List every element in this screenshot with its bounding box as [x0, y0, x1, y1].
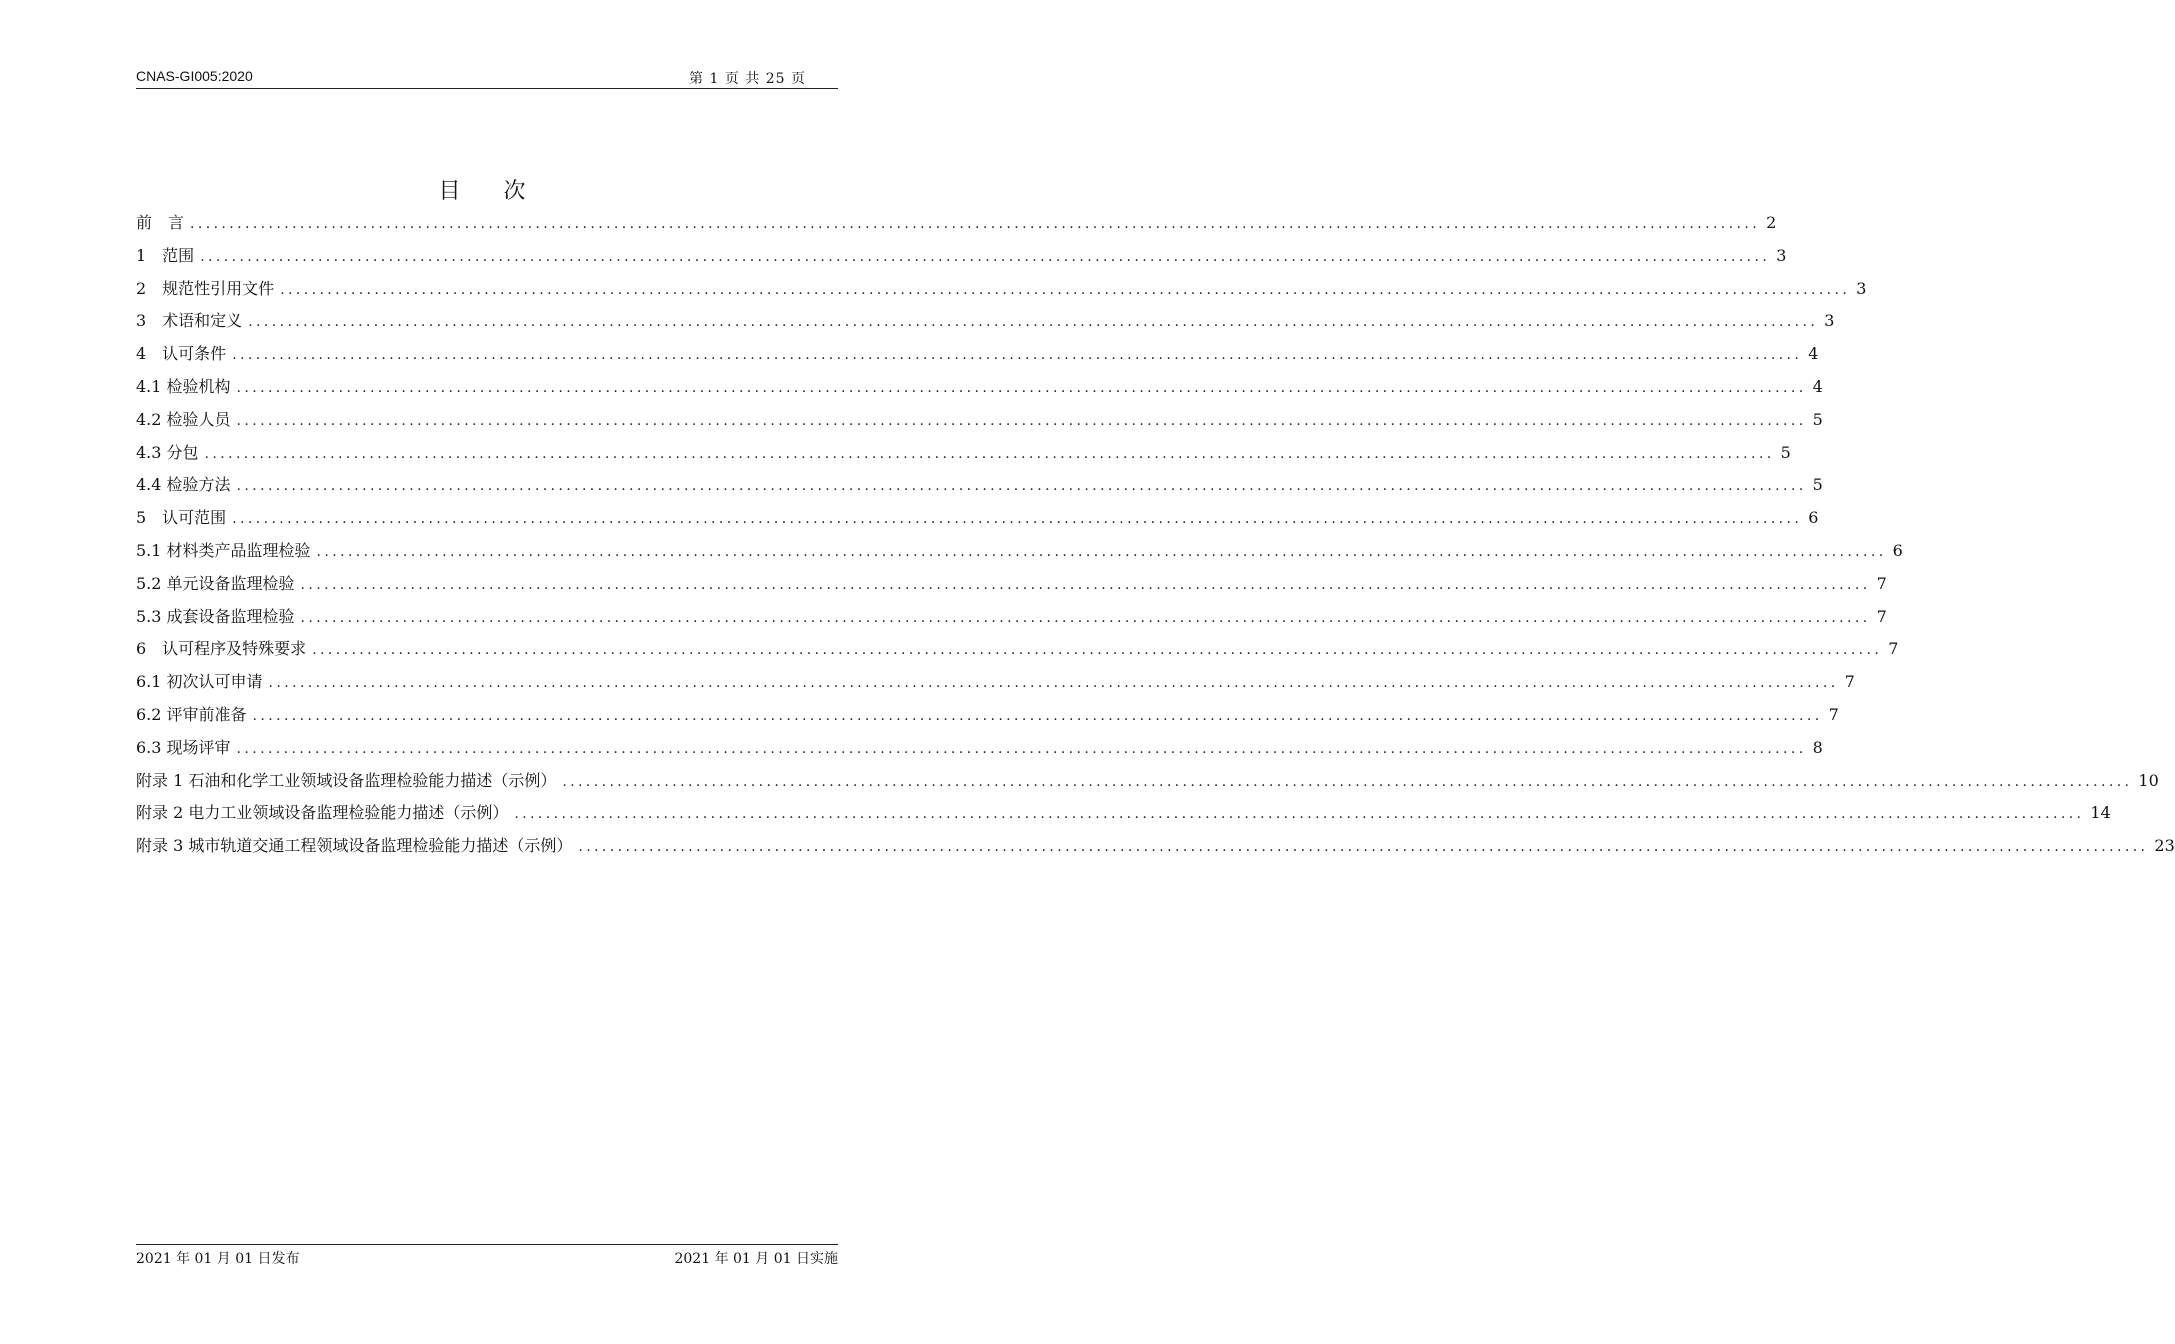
toc-entry-label: 3 术语和定义 — [136, 311, 243, 331]
page-header — [136, 66, 838, 89]
toc-entry-page: 7 — [1876, 606, 1887, 626]
toc-entry-page: 6 — [1892, 540, 1903, 560]
toc-entry-label: 4.4 检验方法 — [136, 475, 231, 495]
toc-entry[interactable] — [136, 472, 1823, 505]
toc-dot-leader: ........................................................................................................................................................................................................ — [562, 773, 2133, 790]
toc-entry-label: 6.1 初次认可申请 — [136, 672, 263, 692]
toc-entry-page: 3 — [1776, 245, 1787, 265]
toc-entry-page: 7 — [1828, 704, 1839, 724]
toc-entry[interactable] — [136, 768, 2159, 801]
toc-entry-page: 5 — [1780, 442, 1791, 462]
toc-entry-page: 7 — [1888, 639, 1899, 659]
toc-entry-page: 5 — [1812, 409, 1823, 429]
toc-entry-label: 4.2 检验人员 — [136, 409, 231, 429]
toc-entry-page: 10 — [2138, 770, 2159, 790]
toc-entry[interactable] — [136, 276, 1867, 309]
toc-entry-label: 6.3 现场评审 — [136, 737, 231, 757]
toc-dot-leader: ........................................................................................................................................................................................................ — [236, 379, 1807, 396]
toc-entry[interactable] — [136, 308, 1835, 341]
toc-dot-leader: ........................................................................................................................................................................................................ — [268, 675, 1839, 692]
toc-entry[interactable] — [136, 702, 1839, 735]
toc-dot-leader: ........................................................................................................................................................................................................ — [300, 609, 1871, 626]
toc-dot-leader: ........................................................................................................................................................................................................ — [236, 478, 1807, 495]
toc-entry-label: 4.1 检验机构 — [136, 376, 231, 396]
toc-entry-page: 4 — [1812, 376, 1823, 396]
toc-entry-page: 4 — [1808, 344, 1819, 364]
toc-entry-page: 7 — [1876, 573, 1887, 593]
toc-entry-label: 附录 2 电力工业领域设备监理检验能力描述（示例） — [136, 803, 509, 823]
toc-dot-leader: ........................................................................................................................................................................................................ — [236, 412, 1807, 429]
toc-dot-leader: ........................................................................................................................................................................................................ — [204, 445, 1775, 462]
toc-entry-label: 4.3 分包 — [136, 442, 199, 462]
toc-entry-page: 3 — [1824, 311, 1835, 331]
toc-dot-leader: ........................................................................................................................................................................................................ — [312, 642, 1883, 659]
toc-dot-leader: ........................................................................................................................................................................................................ — [280, 281, 1851, 298]
toc-entry[interactable] — [136, 604, 1887, 637]
toc-entry-label: 6.2 评审前准备 — [136, 704, 247, 724]
toc-entry-label: 前 言 — [136, 213, 185, 232]
toc-entry[interactable] — [136, 374, 1823, 407]
page-number-info: 第 1 页 共 25 页 — [689, 71, 806, 87]
toc-entry-label: 6 认可程序及特殊要求 — [136, 639, 307, 659]
toc-entry[interactable] — [136, 800, 2111, 833]
toc-dot-leader: ........................................................................................................................................................................................................ — [578, 839, 2149, 856]
toc-entry-page: 8 — [1812, 737, 1823, 757]
toc-entry[interactable] — [136, 833, 2175, 866]
document-id: CNAS-GI005:2020 — [136, 68, 253, 84]
toc-dot-leader: ........................................................................................................................................................................................................ — [316, 543, 1887, 560]
toc-entry[interactable] — [136, 538, 1903, 571]
toc-entry-page: 2 — [1766, 213, 1777, 232]
toc-entry-label: 5.2 单元设备监理检验 — [136, 573, 295, 593]
table-of-contents — [136, 210, 2175, 866]
toc-dot-leader: ........................................................................................................................................................................................................ — [190, 216, 1761, 232]
toc-entry-label: 1 范围 — [136, 245, 195, 265]
toc-entry[interactable] — [136, 636, 1899, 669]
toc-entry-label: 4 认可条件 — [136, 344, 227, 364]
toc-entry-label: 5 认可范围 — [136, 508, 227, 528]
toc-title: 目 次 — [438, 179, 544, 204]
toc-entry-label: 5.1 材料类产品监理检验 — [136, 540, 311, 560]
toc-entry[interactable] — [136, 505, 1819, 538]
toc-entry[interactable] — [136, 735, 1823, 768]
toc-entry-page: 7 — [1844, 672, 1855, 692]
toc-dot-leader: ........................................................................................................................................................................................................ — [200, 248, 1771, 265]
toc-entry[interactable] — [136, 407, 1823, 440]
toc-entry[interactable] — [136, 440, 1791, 473]
toc-dot-leader: ........................................................................................................................................................................................................ — [300, 576, 1871, 593]
toc-entry-page: 5 — [1812, 475, 1823, 495]
toc-entry-page: 3 — [1856, 278, 1867, 298]
toc-entry-page: 23 — [2154, 836, 2175, 856]
toc-dot-leader: ........................................................................................................................................................................................................ — [232, 511, 1803, 528]
toc-dot-leader: ........................................................................................................................................................................................................ — [248, 314, 1819, 331]
page-footer — [136, 1244, 838, 1267]
toc-entry[interactable] — [136, 341, 1819, 374]
toc-entry-label: 附录 1 石油和化学工业领域设备监理检验能力描述（示例） — [136, 770, 557, 790]
toc-entry[interactable] — [136, 243, 1787, 276]
toc-dot-leader: ........................................................................................................................................................................................................ — [252, 707, 1823, 724]
toc-entry[interactable] — [136, 669, 1855, 702]
toc-dot-leader: ........................................................................................................................................................................................................ — [514, 806, 2085, 823]
toc-entry-label: 附录 3 城市轨道交通工程领域设备监理检验能力描述（示例） — [136, 836, 573, 856]
toc-entry[interactable] — [136, 571, 1887, 604]
toc-entry-page: 6 — [1808, 508, 1819, 528]
toc-entry-label: 5.3 成套设备监理检验 — [136, 606, 295, 626]
toc-dot-leader: ........................................................................................................................................................................................................ — [236, 740, 1807, 757]
toc-dot-leader: ........................................................................................................................................................................................................ — [232, 347, 1803, 364]
implement-date: 2021 年 01 月 01 日实施 — [674, 1251, 838, 1267]
toc-entry[interactable] — [136, 210, 1777, 243]
toc-entry-label: 2 规范性引用文件 — [136, 278, 275, 298]
publish-date: 2021 年 01 月 01 日发布 — [136, 1251, 300, 1267]
toc-entry-page: 14 — [2090, 803, 2111, 823]
